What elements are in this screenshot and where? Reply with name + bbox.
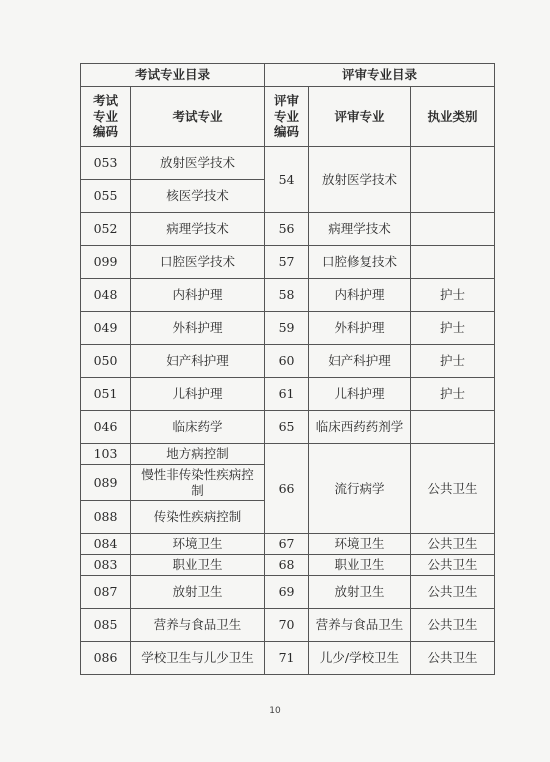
table-row <box>81 213 495 246</box>
exam-name-cell: 放射卫生 <box>131 576 265 609</box>
exam-code-cell: 089 <box>81 465 131 501</box>
exam-code-cell: 087 <box>81 576 131 609</box>
review-code-cell: 58 <box>265 279 309 312</box>
exam-code-cell: 099 <box>81 246 131 279</box>
exam-name-cell: 学校卫生与儿少卫生 <box>131 642 265 675</box>
exam-code-cell: 088 <box>81 501 131 534</box>
table-row <box>81 147 495 180</box>
exam-code-cell: 055 <box>81 180 131 213</box>
review-code-cell: 57 <box>265 246 309 279</box>
review-name-cell: 口腔修复技术 <box>309 246 411 279</box>
category-cell: 公共卫生 <box>411 642 495 675</box>
col-header-exam-name: 考试专业 <box>131 87 265 147</box>
category-cell: 公共卫生 <box>411 609 495 642</box>
review-code-cell: 56 <box>265 213 309 246</box>
category-cell: 公共卫生 <box>411 555 495 576</box>
category-cell: 护士 <box>411 378 495 411</box>
review-name-cell: 病理学技术 <box>309 213 411 246</box>
review-code-cell: 67 <box>265 534 309 555</box>
exam-name-cell: 妇产科护理 <box>131 345 265 378</box>
review-code-cell: 70 <box>265 609 309 642</box>
group-header-review: 评审专业目录 <box>265 64 495 87</box>
exam-code-cell: 050 <box>81 345 131 378</box>
review-code-cell: 69 <box>265 576 309 609</box>
category-cell <box>411 147 495 213</box>
exam-code-cell: 052 <box>81 213 131 246</box>
exam-name-cell: 口腔医学技术 <box>131 246 265 279</box>
table-row <box>81 534 495 555</box>
table-row <box>81 378 495 411</box>
exam-name-cell: 儿科护理 <box>131 378 265 411</box>
exam-code-cell: 053 <box>81 147 131 180</box>
category-cell: 公共卫生 <box>411 576 495 609</box>
category-cell: 护士 <box>411 279 495 312</box>
review-code-cell: 59 <box>265 312 309 345</box>
review-name-cell: 流行病学 <box>309 444 411 534</box>
table-row <box>81 312 495 345</box>
review-name-cell: 临床西药药剂学 <box>309 411 411 444</box>
table-row <box>81 411 495 444</box>
review-name-cell: 儿科护理 <box>309 378 411 411</box>
review-code-cell: 65 <box>265 411 309 444</box>
exam-name-cell: 外科护理 <box>131 312 265 345</box>
category-cell: 护士 <box>411 312 495 345</box>
table-row <box>81 279 495 312</box>
exam-name-cell: 临床药学 <box>131 411 265 444</box>
table-row <box>81 345 495 378</box>
review-code-cell: 68 <box>265 555 309 576</box>
category-cell <box>411 213 495 246</box>
review-name-cell: 环境卫生 <box>309 534 411 555</box>
review-code-cell: 71 <box>265 642 309 675</box>
review-name-cell: 外科护理 <box>309 312 411 345</box>
review-name-cell: 放射医学技术 <box>309 147 411 213</box>
category-cell <box>411 246 495 279</box>
col-header-review-code: 评审专业编码 <box>265 87 309 147</box>
exam-name-cell: 营养与食品卫生 <box>131 609 265 642</box>
exam-name-cell: 内科护理 <box>131 279 265 312</box>
exam-code-cell: 049 <box>81 312 131 345</box>
exam-name-cell: 职业卫生 <box>131 555 265 576</box>
exam-code-cell: 085 <box>81 609 131 642</box>
exam-code-cell: 046 <box>81 411 131 444</box>
review-name-cell: 儿少/学校卫生 <box>309 642 411 675</box>
review-code-cell: 54 <box>265 147 309 213</box>
exam-name-cell: 慢性非传染性疾病控制 <box>131 465 265 501</box>
table-row <box>81 246 495 279</box>
table-row <box>81 642 495 675</box>
exam-code-cell: 103 <box>81 444 131 465</box>
exam-name-cell: 放射医学技术 <box>131 147 265 180</box>
col-header-review-name: 评审专业 <box>309 87 411 147</box>
exam-name-cell: 环境卫生 <box>131 534 265 555</box>
table-row <box>81 576 495 609</box>
exam-code-cell: 051 <box>81 378 131 411</box>
exam-code-cell: 086 <box>81 642 131 675</box>
group-header-exam: 考试专业目录 <box>81 64 265 87</box>
review-code-cell: 61 <box>265 378 309 411</box>
category-cell: 公共卫生 <box>411 444 495 534</box>
review-name-cell: 妇产科护理 <box>309 345 411 378</box>
review-name-cell: 内科护理 <box>309 279 411 312</box>
exam-name-cell: 地方病控制 <box>131 444 265 465</box>
exam-code-cell: 084 <box>81 534 131 555</box>
review-name-cell: 放射卫生 <box>309 576 411 609</box>
page-number: 10 <box>269 706 281 716</box>
exam-name-cell: 传染性疾病控制 <box>131 501 265 534</box>
review-code-cell: 66 <box>265 444 309 534</box>
category-cell: 护士 <box>411 345 495 378</box>
review-name-cell: 营养与食品卫生 <box>309 609 411 642</box>
col-header-exam-code: 考试专业编码 <box>81 87 131 147</box>
review-name-cell: 职业卫生 <box>309 555 411 576</box>
table-row <box>81 555 495 576</box>
table-row <box>81 609 495 642</box>
table-row <box>81 444 495 465</box>
specialty-mapping-table <box>80 63 495 675</box>
exam-name-cell: 病理学技术 <box>131 213 265 246</box>
exam-code-cell: 083 <box>81 555 131 576</box>
category-cell <box>411 411 495 444</box>
category-cell: 公共卫生 <box>411 534 495 555</box>
review-code-cell: 60 <box>265 345 309 378</box>
col-header-category: 执业类别 <box>411 87 495 147</box>
exam-code-cell: 048 <box>81 279 131 312</box>
exam-name-cell: 核医学技术 <box>131 180 265 213</box>
